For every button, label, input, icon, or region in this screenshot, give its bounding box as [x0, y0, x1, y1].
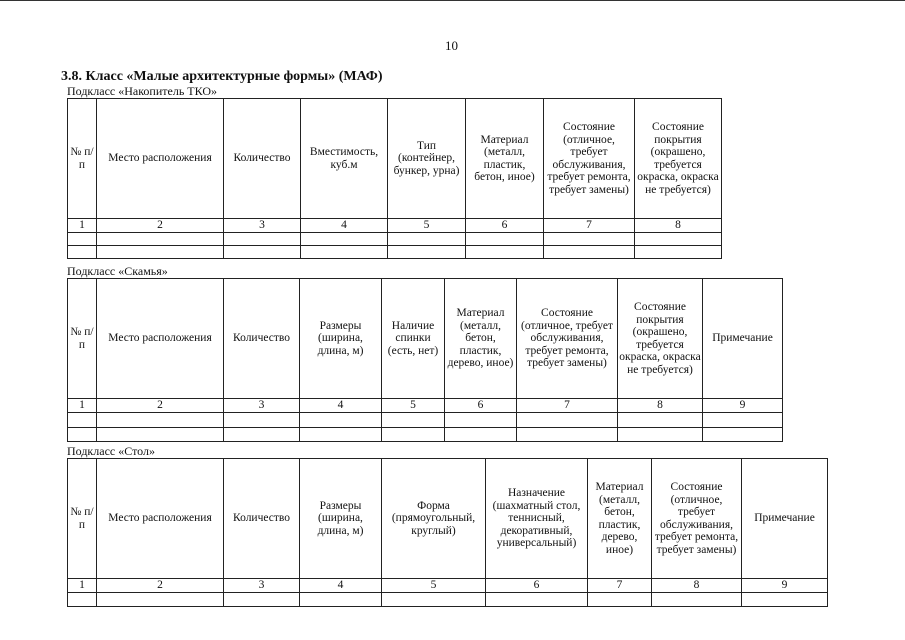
- table-cell: [618, 428, 703, 442]
- column-number: 6: [445, 399, 517, 413]
- column-number: 4: [301, 219, 388, 233]
- table-cell: [618, 413, 703, 428]
- table-cell: [388, 233, 466, 246]
- column-number-row: [68, 219, 722, 233]
- table-cell: [703, 413, 783, 428]
- table-cell: [224, 413, 300, 428]
- table-cell: [97, 413, 224, 428]
- header-cell: Количество: [224, 99, 301, 219]
- header-cell: № п/п: [68, 279, 97, 399]
- header-cell: Примечание: [742, 459, 828, 579]
- header-cell: Состояние покрытия (окрашено, требуется окраска, окраска не требуется): [635, 99, 722, 219]
- table-header-row: [68, 459, 828, 579]
- table-cell: [224, 233, 301, 246]
- table-table: [67, 458, 828, 607]
- table-cell: [382, 428, 445, 442]
- top-rule: [0, 0, 905, 1]
- table-cell: [224, 246, 301, 259]
- header-cell: Форма (прямоугольный, круглый): [382, 459, 486, 579]
- table-cell: [635, 233, 722, 246]
- column-number: 1: [68, 399, 97, 413]
- column-number: 8: [635, 219, 722, 233]
- column-number: 2: [97, 219, 224, 233]
- table-cell: [588, 593, 652, 607]
- table-cell: [301, 233, 388, 246]
- header-cell: Количество: [224, 279, 300, 399]
- table-cell: [68, 246, 97, 259]
- table-cell: [97, 593, 224, 607]
- table-cell: [652, 593, 742, 607]
- subclass-label-table: Подкласс «Стол»: [67, 444, 155, 458]
- table-cell: [466, 233, 544, 246]
- header-cell: Место расположения: [97, 459, 224, 579]
- table-cell: [382, 593, 486, 607]
- table-cell: [97, 233, 224, 246]
- table-cell: [703, 428, 783, 442]
- column-number: 1: [68, 219, 97, 233]
- section-title: 3.8. Класс «Малые архитектурные формы» (МАФ): [61, 69, 383, 84]
- column-number: 7: [517, 399, 618, 413]
- table-cell: [388, 246, 466, 259]
- column-number: 7: [588, 579, 652, 593]
- header-cell: Назначение (шахматный стол, теннисный, декоративный, универсальный): [486, 459, 588, 579]
- header-cell: Наличие спинки (есть, нет): [382, 279, 445, 399]
- table-cell: [68, 413, 97, 428]
- page-number: 10: [445, 38, 458, 53]
- column-number: 4: [300, 399, 382, 413]
- table-tko: [67, 98, 722, 259]
- header-cell: Материал (металл, бетон, пластик, дерево, иное): [445, 279, 517, 399]
- column-number: 3: [224, 399, 300, 413]
- header-cell: Состояние (отличное, требует обслуживания, требует ремонта, требует замены): [544, 99, 635, 219]
- header-cell: Место расположения: [97, 99, 224, 219]
- table-cell: [486, 593, 588, 607]
- table-cell: [68, 233, 97, 246]
- column-number: 9: [703, 399, 783, 413]
- table-row: [68, 593, 828, 607]
- table-cell: [97, 246, 224, 259]
- column-number: 5: [382, 399, 445, 413]
- column-number: 2: [97, 399, 224, 413]
- table-cell: [466, 246, 544, 259]
- table-cell: [544, 246, 635, 259]
- table-cell: [301, 246, 388, 259]
- header-cell: Вместимость, куб.м: [301, 99, 388, 219]
- header-cell: Тип (контейнер, бункер, урна): [388, 99, 466, 219]
- header-cell: Примечание: [703, 279, 783, 399]
- column-number: 8: [652, 579, 742, 593]
- header-cell: Состояние (отличное, требует обслуживания, требует ремонта, требует замены): [517, 279, 618, 399]
- column-number: 3: [224, 579, 300, 593]
- header-cell: Количество: [224, 459, 300, 579]
- header-cell: Размеры (ширина, длина, м): [300, 279, 382, 399]
- table-cell: [742, 593, 828, 607]
- table-cell: [300, 428, 382, 442]
- header-cell: № п/п: [68, 99, 97, 219]
- table-cell: [635, 246, 722, 259]
- table-cell: [300, 413, 382, 428]
- table-row: [68, 413, 783, 428]
- table-cell: [97, 428, 224, 442]
- table-row: [68, 428, 783, 442]
- table-header-row: [68, 279, 783, 399]
- column-number: 7: [544, 219, 635, 233]
- table-row: [68, 246, 722, 259]
- column-number: 6: [486, 579, 588, 593]
- table-row: [68, 233, 722, 246]
- table-bench: [67, 278, 783, 442]
- table-cell: [517, 428, 618, 442]
- header-cell: Материал (металл, бетон, пластик, дерево, иное): [588, 459, 652, 579]
- table-cell: [544, 233, 635, 246]
- column-number: 3: [224, 219, 301, 233]
- table-cell: [68, 428, 97, 442]
- column-number: 1: [68, 579, 97, 593]
- header-cell: Материал (металл, пластик, бетон, иное): [466, 99, 544, 219]
- table-cell: [224, 593, 300, 607]
- subclass-label-bench: Подкласс «Скамья»: [67, 264, 168, 278]
- header-cell: Состояние (отличное, требует обслуживания, требует ремонта, требует замены): [652, 459, 742, 579]
- table-cell: [445, 428, 517, 442]
- table-cell: [445, 413, 517, 428]
- table-cell: [68, 593, 97, 607]
- column-number-row: [68, 399, 783, 413]
- table-cell: [382, 413, 445, 428]
- header-cell: Место расположения: [97, 279, 224, 399]
- column-number: 8: [618, 399, 703, 413]
- table-header-row: [68, 99, 722, 219]
- table-cell: [300, 593, 382, 607]
- column-number: 6: [466, 219, 544, 233]
- header-cell: Состояние покрытия (окрашено, требуется окраска, окраска не требуется): [618, 279, 703, 399]
- column-number: 2: [97, 579, 224, 593]
- header-cell: № п/п: [68, 459, 97, 579]
- column-number: 4: [300, 579, 382, 593]
- header-cell: Размеры (ширина, длина, м): [300, 459, 382, 579]
- column-number: 9: [742, 579, 828, 593]
- table-cell: [224, 428, 300, 442]
- column-number-row: [68, 579, 828, 593]
- column-number: 5: [388, 219, 466, 233]
- subclass-label-tko: Подкласс «Накопитель ТКО»: [67, 84, 218, 98]
- column-number: 5: [382, 579, 486, 593]
- table-cell: [517, 413, 618, 428]
